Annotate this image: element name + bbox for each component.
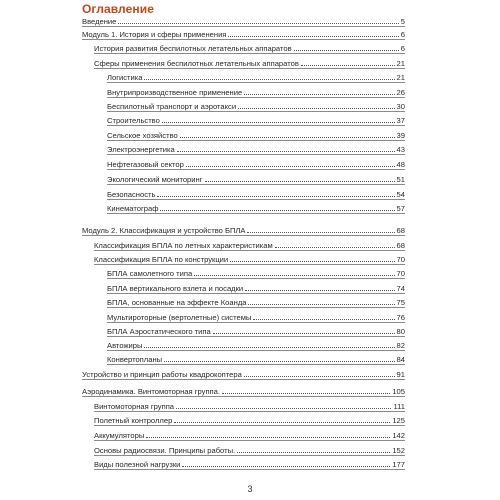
entry-underline — [107, 293, 405, 294]
toc-entry[interactable] — [94, 56, 405, 68]
toc-entry-label: Нефтегазовый сектор — [107, 160, 184, 169]
dot-leader — [177, 151, 395, 152]
toc-entry[interactable] — [94, 252, 405, 264]
toc-entry[interactable] — [107, 352, 405, 364]
toc-entry-page: 105 — [392, 387, 405, 396]
toc-entry-page: 68 — [396, 241, 405, 250]
toc-entry-label: Беспилотный транспорт и аэротакси — [107, 102, 237, 111]
toc-entry-page: 26 — [396, 88, 405, 97]
toc-entry[interactable] — [94, 457, 405, 469]
entry-underline — [94, 53, 405, 54]
dot-leader — [186, 166, 395, 167]
dot-leader — [238, 108, 394, 109]
dot-leader — [174, 422, 390, 423]
dot-leader — [176, 408, 391, 409]
toc-entry[interactable] — [94, 238, 405, 250]
toc-entry-page: 84 — [396, 355, 405, 364]
toc-entry[interactable] — [107, 281, 405, 293]
entry-underline — [94, 455, 405, 456]
toc-entry-page: 37 — [396, 116, 405, 125]
toc-entry[interactable] — [94, 399, 405, 411]
toc-entry[interactable] — [107, 172, 405, 184]
entry-underline — [82, 39, 405, 40]
entry-underline — [94, 250, 405, 251]
dot-leader — [162, 122, 395, 123]
toc-entry-page: 43 — [396, 145, 405, 154]
entry-underline — [107, 169, 405, 170]
toc-entry-label: Аккумуляторы — [94, 431, 145, 440]
toc-entry[interactable] — [107, 201, 405, 213]
dot-leader — [275, 247, 395, 248]
toc-entry[interactable] — [107, 324, 405, 336]
dot-leader — [194, 275, 394, 276]
dot-leader — [301, 65, 395, 66]
toc-entry-label: История развития беспилотных летательных аппаратов — [94, 44, 292, 53]
toc-entry[interactable] — [107, 70, 405, 82]
toc-entry[interactable] — [107, 142, 405, 154]
toc-entry-page: 30 — [396, 102, 405, 111]
toc-entry-label: Экологический мониторинг — [107, 175, 203, 184]
toc-entry-label: Аэродинамика. Винтомоторная группа. — [82, 387, 221, 396]
toc-entry-page: 57 — [396, 204, 405, 213]
toc-entry-page: 80 — [396, 327, 405, 336]
entry-underline — [107, 213, 405, 214]
entry-underline — [94, 68, 405, 69]
toc-entry[interactable] — [107, 187, 405, 199]
dot-leader — [205, 181, 395, 182]
entry-underline — [82, 235, 405, 236]
toc-entry-label: Электроэнергетика — [107, 145, 175, 154]
entry-underline — [107, 336, 405, 337]
toc-entry[interactable] — [107, 157, 405, 169]
toc-entry-label: БПЛА самолетного типа — [107, 269, 193, 278]
entry-underline — [94, 440, 405, 441]
toc-entry[interactable] — [82, 384, 405, 396]
entry-underline — [107, 125, 405, 126]
toc-entry-label: Мультироторные (вертолетные) системы — [107, 313, 252, 322]
toc-entry-label: Полетный контроллер — [94, 416, 173, 425]
toc-entry-label: Модуль 1. История и сферы применения — [82, 30, 227, 39]
entry-underline — [82, 379, 405, 380]
dot-leader — [247, 232, 394, 233]
toc-entry-label: Автожиры — [107, 341, 143, 350]
toc-entry-page: 74 — [396, 284, 405, 293]
toc-entry-label: Введение — [82, 17, 117, 26]
entry-underline — [107, 111, 405, 112]
dot-leader — [222, 393, 390, 394]
toc-entry-label: Устройство и принцип работы квадрокоптера — [82, 370, 242, 379]
toc-entry-label: Классификация БПЛА по летных характеристикам — [94, 241, 273, 250]
dot-leader — [118, 23, 398, 24]
toc-entry-label: Конвертопланы — [107, 355, 163, 364]
toc-entry-page: 82 — [396, 341, 405, 350]
entry-underline — [107, 154, 405, 155]
toc-entry[interactable] — [82, 223, 405, 235]
entry-underline — [107, 322, 405, 323]
toc-entry-page: 21 — [396, 73, 405, 82]
toc-entry-page: 142 — [392, 431, 405, 440]
toc-entry-label: Винтомоторная группа — [94, 402, 175, 411]
dot-leader — [213, 333, 395, 334]
toc-entry-page: 111 — [393, 402, 405, 411]
dot-leader — [294, 50, 399, 51]
entry-underline — [107, 140, 405, 141]
toc-entry-page: 6 — [400, 44, 405, 53]
toc-entry[interactable] — [107, 85, 405, 97]
toc-entry-page: 91 — [396, 370, 405, 379]
toc-entry-label: Строительство — [107, 116, 160, 125]
toc-entry-label: БПЛА Аэростатического типа — [107, 327, 211, 336]
toc-entry[interactable] — [82, 14, 405, 26]
toc-entry[interactable] — [94, 443, 405, 455]
dot-leader — [164, 361, 394, 362]
entry-underline — [107, 184, 405, 185]
entry-underline — [94, 411, 405, 412]
toc-entry-label: Безопасность — [107, 190, 156, 199]
dot-leader — [237, 452, 390, 453]
dot-leader — [230, 261, 394, 262]
entry-underline — [82, 396, 405, 397]
dot-leader — [245, 290, 394, 291]
toc-entry-label: БПЛА, основанные на эффекте Коанда — [107, 298, 247, 307]
dot-leader — [228, 36, 398, 37]
toc-entry-label: Модуль 2. Классификация и устройство БПЛА — [82, 226, 246, 235]
toc-entry[interactable] — [107, 266, 405, 278]
toc-entry-label: Основы радиосвязи. Принципы работы. — [94, 446, 236, 455]
entry-underline — [107, 97, 405, 98]
entry-underline — [107, 82, 405, 83]
toc-entry-page: 76 — [396, 313, 405, 322]
entry-underline — [94, 264, 405, 265]
entry-underline — [107, 350, 405, 351]
toc-entry-label: Кинематограф — [107, 204, 159, 213]
toc-entry-page: 21 — [396, 59, 405, 68]
dot-leader — [144, 79, 394, 80]
toc-entry-label: Логистика — [107, 73, 143, 82]
toc-entry[interactable] — [107, 338, 405, 350]
dot-leader — [146, 437, 390, 438]
toc-entry-page: 70 — [396, 255, 405, 264]
dot-leader — [157, 196, 394, 197]
dot-leader — [253, 319, 394, 320]
toc-entry-page: 125 — [392, 416, 405, 425]
toc-entry[interactable] — [107, 113, 405, 125]
dot-leader — [248, 304, 394, 305]
toc-entry[interactable] — [94, 41, 405, 53]
toc-entry-label: Сельское хозяйство — [107, 131, 178, 140]
toc-entry[interactable] — [107, 310, 405, 322]
toc-entry-page: 152 — [392, 446, 405, 455]
toc-entry-label: Внутрипроизводственное применение — [107, 88, 243, 97]
toc-entry-label: Классификация БПЛА по конструкции — [94, 255, 229, 264]
toc-entry-label: Сферы применения беспилотных летательных аппаратов — [94, 59, 299, 68]
entry-underline — [107, 278, 405, 279]
toc-entry[interactable] — [107, 99, 405, 111]
toc-entry-page: 70 — [396, 269, 405, 278]
toc-entry[interactable] — [107, 295, 405, 307]
toc-entry-page: 39 — [396, 131, 405, 140]
toc-entry[interactable] — [107, 128, 405, 140]
toc-entry-page: 48 — [396, 160, 405, 169]
dot-leader — [244, 376, 395, 377]
toc-entry[interactable] — [82, 27, 405, 39]
toc-entry-page: 6 — [400, 30, 405, 39]
dot-leader — [144, 347, 394, 348]
dot-leader — [180, 137, 395, 138]
toc-entry[interactable] — [82, 367, 405, 379]
dot-leader — [244, 94, 394, 95]
toc-entry-page: 68 — [396, 226, 405, 235]
dot-leader — [160, 210, 394, 211]
toc-entry-page: 51 — [396, 175, 405, 184]
entry-underline — [94, 469, 405, 470]
toc-entry-label: БПЛА вертикального взлета и посадки — [107, 284, 244, 293]
entry-underline — [94, 425, 405, 426]
dot-leader — [182, 466, 390, 467]
toc-entry-page: 177 — [392, 460, 405, 469]
entry-underline — [107, 364, 405, 365]
toc-entry-page: 5 — [400, 17, 405, 26]
page-number: 3 — [247, 484, 253, 494]
toc-entry-page: 54 — [396, 190, 405, 199]
toc-heading: Оглавление — [82, 2, 154, 16]
toc-entry[interactable] — [94, 413, 405, 425]
toc-entry-label: Виды полезной нагрузки — [94, 460, 181, 469]
entry-underline — [107, 307, 405, 308]
entry-underline — [107, 199, 405, 200]
toc-entry[interactable] — [94, 428, 405, 440]
toc-entry-page: 75 — [396, 298, 405, 307]
